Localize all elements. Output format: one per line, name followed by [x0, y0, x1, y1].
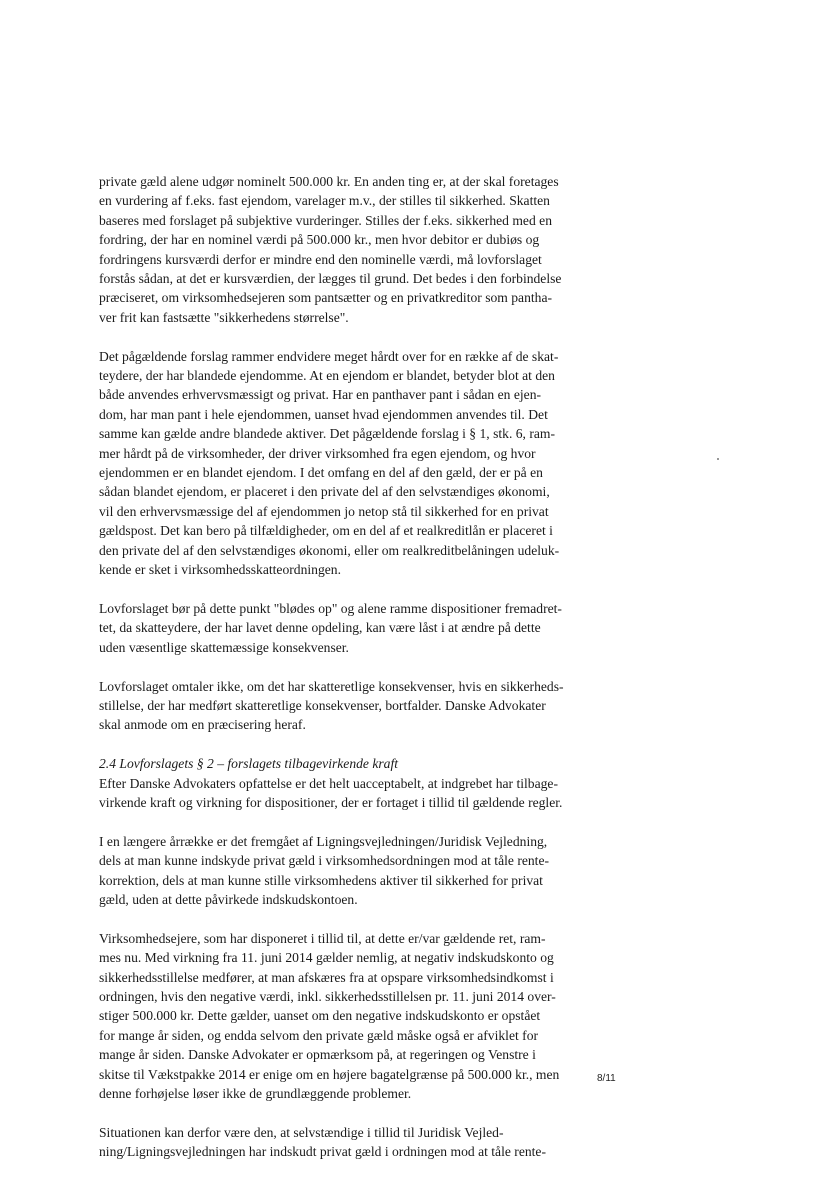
text-line: dom, har man pant i hele ejendommen, uanset hvad ejendommen anvendes til. Det: [99, 406, 548, 422]
paragraph: [99, 929, 594, 1104]
text-line: for mange år siden, og endda selvom den private gæld måske også er afviklet for: [99, 1027, 539, 1043]
paragraph: [99, 677, 594, 735]
paragraph: [99, 599, 594, 657]
text-line: Lovforslaget omtaler ikke, om det har skatteretlige konsekvenser, hvis en sikkerheds-: [99, 678, 564, 694]
text-line: stiger 500.000 kr. Dette gælder, uanset om den negative indskudskonto er opstået: [99, 1008, 541, 1024]
text-line: Efter Danske Advokaters opfattelse er det helt uacceptabelt, at indgrebet har tilbage-: [99, 775, 558, 791]
paragraph: [99, 1123, 594, 1162]
text-line: fordringens kursværdi derfor er mindre end den nominelle værdi, må lovforslaget: [99, 251, 542, 267]
text-line: ordningen, hvis den negative værdi, inkl. sikkerhedsstillelsen pr. 11. juni 2014 over-: [99, 988, 556, 1004]
text-line: dels at man kunne indskyde privat gæld i virksomhedsordningen mod at tåle rente-: [99, 853, 550, 869]
text-line: teydere, der har blandede ejendomme. At en ejendom er blandet, betyder blot at den: [99, 368, 555, 384]
text-line: præciseret, om virksomhedsejeren som pantsætter og en privatkreditor som pantha-: [99, 290, 553, 306]
scan-speck: [717, 458, 719, 460]
text-line: private gæld alene udgør nominelt 500.000 kr. En anden ting er, at der skal foretages: [99, 174, 559, 189]
text-line: tet, da skatteydere, der har lavet denne opdeling, kan være låst i at ændre på dette: [99, 620, 541, 636]
paragraph: [99, 832, 594, 910]
text-line: ejendommen er en blandet ejendom. I det omfang en del af den gæld, der er på en: [99, 465, 543, 481]
text-line: sikkerhedsstillelse medfører, at man afskæres fra at opspare virksomhedsindkomst i: [99, 969, 554, 985]
text-line: Lovforslaget bør på dette punkt "blødes op" og alene ramme dispositioner fremadret-: [99, 600, 562, 616]
text-line: Det pågældende forslag rammer endvidere meget hårdt over for en række af de skat-: [99, 348, 559, 364]
text-line: mange år siden. Danske Advokater er opmærksom på, at regeringen og Venstre i: [99, 1047, 536, 1063]
text-line: forstås sådan, at det er kursværdien, der lægges til grund. Det bedes i den forbindelse: [99, 271, 562, 287]
text-line: stillelse, der har medført skatteretlige konsekvenser, bortfalder. Danske Advokater: [99, 697, 546, 713]
text-line: gæld, uden at dette påvirkede indskudskontoen.: [99, 891, 358, 907]
text-line: sådan blandet ejendom, er placeret i den private del af den selvstændiges økonomi,: [99, 484, 550, 500]
page-number: 8/11: [597, 1073, 616, 1084]
text-line: virkende kraft og virkning for dispositioner, der er fortaget i tillid til gældende regler.: [99, 794, 563, 810]
text-line: I en længere årrække er det fremgået af Ligningsvejledningen/Juridisk Vejledning,: [99, 833, 548, 849]
text-line: fordring, der har en nominel værdi på 500.000 kr., men hvor debitor er dubiøs og: [99, 232, 540, 248]
paragraph: [99, 347, 594, 580]
text-line: mes nu. Med virkning fra 11. juni 2014 gælder nemlig, at negativ indskudskonto og: [99, 950, 554, 966]
text-line: den private del af den selvstændiges økonomi, eller om realkreditbelåningen udeluk-: [99, 542, 560, 558]
text-line: uden væsentlige skattemæssige konsekvenser.: [99, 639, 349, 655]
text-line: vil den erhvervsmæssige del af ejendommen jo netop stå til sikkerhed for en privat: [99, 503, 549, 519]
text-line: Virksomhedsejere, som har disponeret i tillid til, at dette er/var gældende ret, ram-: [99, 930, 546, 946]
section-heading: 2.4 Lovforslagets § 2 – forslagets tilbagevirkende kraft: [99, 756, 399, 772]
text-line: en vurdering af f.eks. fast ejendom, varelager m.v., der stilles til sikkerhed. Skatten: [99, 193, 550, 209]
text-line: skal anmode om en præcisering heraf.: [99, 717, 306, 733]
text-line: baseres med forslaget på subjektive vurderinger. Stilles der f.eks. sikkerhed med en: [99, 212, 552, 228]
text-line: Situationen kan derfor være den, at selvstændige i tillid til Juridisk Vejled-: [99, 1124, 504, 1140]
text-line: både anvendes erhvervsmæssigt og privat. Har en panthaver pant i sådan en ejen-: [99, 387, 542, 403]
text-line: kende er sket i virksomhedsskatteordningen.: [99, 562, 341, 578]
section-paragraph: [99, 754, 594, 812]
body-text: [99, 172, 594, 1181]
text-line: gældspost. Det kan bero på tilfældigheder, om en del af et realkreditlån er placeret i: [99, 523, 553, 539]
text-line: ver frit kan fastsætte "sikkerhedens størrelse".: [99, 309, 349, 325]
text-line: denne forhøjelse løser ikke de grundlæggende problemer.: [99, 1086, 412, 1101]
text-line: mer hårdt på de virksomheder, der driver virksomhed fra egen ejendom, og hvor: [99, 445, 536, 461]
paragraph: [99, 172, 594, 327]
text-line: samme kan gælde andre blandede aktiver. Det pågældende forslag i § 1, stk. 6, ram-: [99, 426, 556, 442]
text-line: ning/Ligningsvejledningen har indskudt privat gæld i ordningen mod at tåle rente-: [99, 1144, 546, 1160]
text-line: skitse til Vækstpakke 2014 er enige om en højere bagatelgrænse på 500.000 kr., men: [99, 1066, 560, 1082]
text-line: korrektion, dels at man kunne stille virksomhedens aktiver til sikkerhed for privat: [99, 872, 543, 888]
